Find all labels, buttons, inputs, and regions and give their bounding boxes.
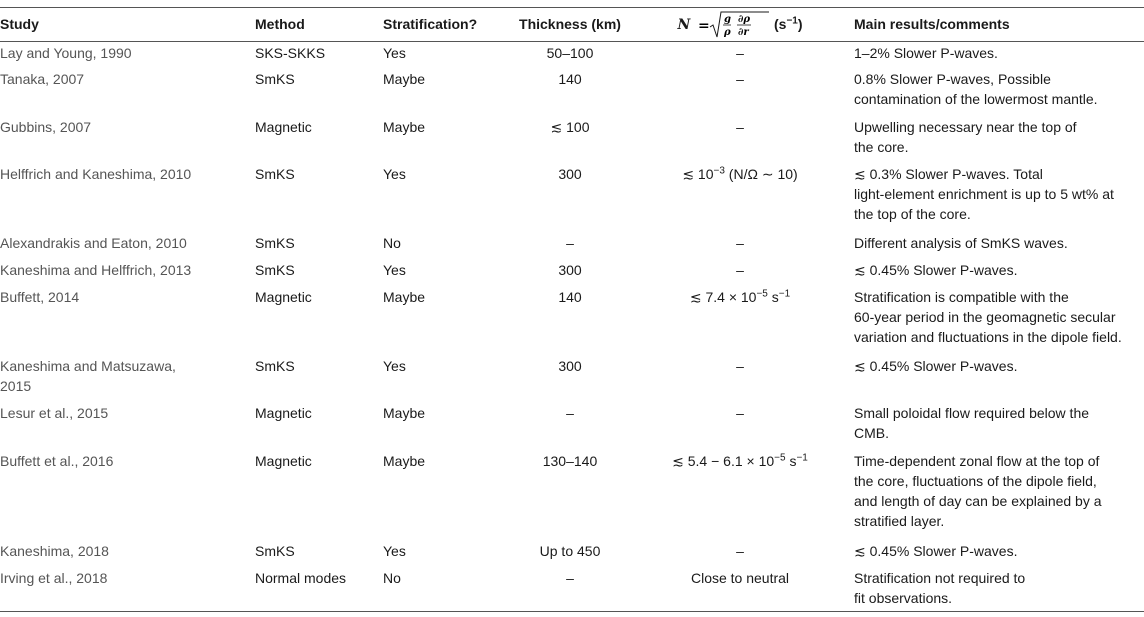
n-value: ≲ 7.4 × 10 bbox=[689, 289, 757, 305]
svg-text:ρ: ρ bbox=[724, 27, 731, 39]
study-line: Kaneshima and Helffrich, 2013 bbox=[0, 262, 192, 278]
study-cell bbox=[0, 451, 245, 471]
study-cell bbox=[0, 69, 245, 89]
main-results-line: ≲ 0.45% Slower P-waves. bbox=[854, 543, 1018, 559]
header-n-close: ) bbox=[797, 16, 803, 32]
table-top-rule bbox=[0, 7, 1144, 8]
table-header-rule bbox=[0, 41, 1144, 42]
study-line: Irving et al., 2018 bbox=[0, 570, 108, 586]
n-value: – bbox=[736, 358, 744, 374]
thickness-cell: 140 bbox=[558, 71, 582, 87]
study-cell bbox=[0, 568, 245, 588]
stratification-cell: Yes bbox=[383, 358, 406, 374]
main-results-cell bbox=[854, 117, 1144, 157]
study-line: Tanaka, 2007 bbox=[0, 71, 85, 87]
n-value: – bbox=[736, 235, 744, 251]
main-results-line: Time-dependent zonal flow at the top of bbox=[854, 453, 1100, 469]
study-cell bbox=[0, 260, 245, 280]
method-cell: Magnetic bbox=[255, 119, 312, 135]
header-thickness: Thickness (km) bbox=[519, 16, 621, 32]
main-results-line: Small poloidal flow required below the bbox=[854, 405, 1090, 421]
main-results-line: 0.8% Slower P-waves, Possible bbox=[854, 71, 1051, 87]
header-n-formula bbox=[696, 10, 770, 40]
study-cell bbox=[0, 287, 245, 307]
main-results-cell bbox=[854, 287, 1144, 347]
thickness-cell: 130–140 bbox=[542, 453, 598, 469]
n-tail: s bbox=[767, 289, 779, 305]
method-cell: SmKS bbox=[255, 262, 295, 278]
main-results-cell bbox=[854, 164, 1144, 224]
header-main-results: Main results/comments bbox=[854, 16, 1010, 32]
stratification-cell: Maybe bbox=[383, 289, 426, 305]
study-cell bbox=[0, 356, 245, 396]
main-results-line: ≲ 0.45% Slower P-waves. bbox=[854, 262, 1018, 278]
main-results-cell bbox=[854, 43, 1144, 63]
stratification-cell: Maybe bbox=[383, 453, 426, 469]
thickness-cell: – bbox=[566, 235, 574, 251]
n-tail: s bbox=[785, 453, 797, 469]
main-results-line: fit observations. bbox=[854, 590, 953, 606]
study-line: Kaneshima, 2018 bbox=[0, 543, 109, 559]
study-line: Buffett et al., 2016 bbox=[0, 453, 114, 469]
study-line: Kaneshima and Matsuzawa, bbox=[0, 358, 176, 374]
method-cell: SmKS bbox=[255, 358, 295, 374]
main-results-cell bbox=[854, 356, 1144, 376]
method-cell: SmKS bbox=[255, 71, 295, 87]
stratification-cell: Yes bbox=[383, 166, 406, 182]
stratification-cell: No bbox=[383, 235, 401, 251]
method-cell: SmKS bbox=[255, 166, 295, 182]
stratification-cell: No bbox=[383, 570, 401, 586]
main-results-line: the core, fluctuations of the dipole field, bbox=[854, 473, 1097, 489]
study-line: Gubbins, 2007 bbox=[0, 119, 92, 135]
method-cell: Magnetic bbox=[255, 405, 312, 421]
thickness-cell: – bbox=[566, 405, 574, 421]
stratification-cell: Yes bbox=[383, 45, 406, 61]
main-results-line: the top of the core. bbox=[854, 206, 971, 222]
main-results-line: CMB. bbox=[854, 425, 889, 441]
stratification-cell: Maybe bbox=[383, 71, 426, 87]
buoyancy-frequency-cell bbox=[640, 69, 840, 89]
study-cell bbox=[0, 43, 245, 63]
header-buoyancy-frequency bbox=[640, 8, 840, 40]
buoyancy-frequency-cell bbox=[640, 403, 840, 423]
buoyancy-frequency-cell bbox=[640, 260, 840, 280]
header-stratification: Stratification? bbox=[383, 16, 478, 32]
buoyancy-frequency-cell bbox=[640, 451, 840, 471]
buoyancy-frequency-cell bbox=[640, 356, 840, 376]
study-cell bbox=[0, 117, 245, 137]
svg-text:∂ρ: ∂ρ bbox=[738, 14, 751, 26]
main-results-line: Upwelling necessary near the top of bbox=[854, 119, 1077, 135]
study-cell bbox=[0, 233, 245, 253]
main-results-line: 60-year period in the geomagnetic secular bbox=[854, 309, 1116, 325]
main-results-line: the core. bbox=[854, 139, 909, 155]
main-results-cell bbox=[854, 233, 1144, 253]
thickness-cell: 300 bbox=[558, 358, 582, 374]
main-results-line: ≲ 0.45% Slower P-waves. bbox=[854, 358, 1018, 374]
main-results-cell bbox=[854, 568, 1144, 608]
main-results-cell bbox=[854, 69, 1144, 109]
thickness-cell: 300 bbox=[558, 262, 582, 278]
header-n-exponent: −1 bbox=[786, 15, 798, 27]
n-exponent: −5 bbox=[774, 452, 786, 464]
thickness-cell: 140 bbox=[558, 289, 582, 305]
thickness-cell: Up to 450 bbox=[539, 543, 601, 559]
stratification-cell: Yes bbox=[383, 262, 406, 278]
table-bottom-rule bbox=[0, 611, 1144, 612]
study-line: Buffett, 2014 bbox=[0, 289, 80, 305]
main-results-line: Different analysis of SmKS waves. bbox=[854, 235, 1068, 251]
buoyancy-frequency-cell bbox=[640, 541, 840, 561]
n-value: – bbox=[736, 405, 744, 421]
study-line: Lay and Young, 1990 bbox=[0, 45, 132, 61]
svg-text:∂r: ∂r bbox=[738, 27, 749, 39]
main-results-line: stratified layer. bbox=[854, 513, 945, 529]
n-value: – bbox=[736, 71, 744, 87]
n-value: – bbox=[736, 262, 744, 278]
buoyancy-frequency-cell bbox=[640, 164, 840, 184]
n-tail: (N/Ω ∼ 10) bbox=[724, 166, 798, 182]
header-n-symbol: N bbox=[677, 17, 691, 33]
study-line: Lesur et al., 2015 bbox=[0, 405, 109, 421]
study-line: Alexandrakis and Eaton, 2010 bbox=[0, 235, 187, 251]
main-results-line: light-element enrichment is up to 5 wt% at bbox=[854, 186, 1114, 202]
study-cell bbox=[0, 541, 245, 561]
header-method: Method bbox=[255, 16, 305, 32]
main-results-cell bbox=[854, 260, 1144, 280]
main-results-line: Stratification not required to bbox=[854, 570, 1026, 586]
n-value: – bbox=[736, 543, 744, 559]
main-results-line: 1–2% Slower P-waves. bbox=[854, 45, 998, 61]
method-cell: SKS-SKKS bbox=[255, 45, 326, 61]
buoyancy-frequency-cell bbox=[640, 568, 840, 588]
study-line: 2015 bbox=[0, 378, 32, 394]
stratification-cell: Maybe bbox=[383, 405, 426, 421]
thickness-cell: 50–100 bbox=[546, 45, 594, 61]
stratification-cell: Yes bbox=[383, 543, 406, 559]
main-results-line: Stratification is compatible with the bbox=[854, 289, 1069, 305]
thickness-cell: ≲ 100 bbox=[550, 119, 590, 135]
method-cell: Normal modes bbox=[255, 570, 347, 586]
n-value: – bbox=[736, 119, 744, 135]
main-results-line: contamination of the lowermost mantle. bbox=[854, 91, 1098, 107]
main-results-line: variation and fluctuations in the dipole field. bbox=[854, 329, 1122, 345]
n-exponent: −3 bbox=[713, 165, 725, 177]
buoyancy-frequency-cell bbox=[640, 43, 840, 63]
thickness-cell: 300 bbox=[558, 166, 582, 182]
n-unit-exponent: −1 bbox=[778, 288, 791, 300]
study-cell bbox=[0, 403, 245, 423]
main-results-cell bbox=[854, 541, 1144, 561]
study-line: Helffrich and Kaneshima, 2010 bbox=[0, 166, 192, 182]
method-cell: Magnetic bbox=[255, 453, 312, 469]
buoyancy-frequency-cell bbox=[640, 287, 840, 307]
header-n-unit: (s bbox=[774, 16, 787, 32]
method-cell: SmKS bbox=[255, 543, 295, 559]
n-value: ≲ 10 bbox=[682, 166, 714, 182]
study-cell bbox=[0, 164, 245, 184]
buoyancy-frequency-cell bbox=[640, 233, 840, 253]
thickness-cell: – bbox=[566, 570, 574, 586]
method-cell: Magnetic bbox=[255, 289, 312, 305]
n-value: – bbox=[736, 45, 744, 61]
svg-text:=: = bbox=[698, 18, 710, 35]
main-results-line: ≲ 0.3% Slower P-waves. Total bbox=[854, 166, 1043, 182]
n-value: ≲ 5.4 − 6.1 × 10 bbox=[672, 453, 775, 469]
n-exponent: −5 bbox=[756, 288, 768, 300]
n-value: Close to neutral bbox=[690, 570, 790, 586]
svg-text:g: g bbox=[724, 14, 732, 26]
n-unit-exponent: −1 bbox=[796, 452, 808, 464]
header-study: Study bbox=[0, 16, 39, 32]
buoyancy-frequency-cell bbox=[640, 117, 840, 137]
main-results-cell bbox=[854, 403, 1144, 443]
stratification-cell: Maybe bbox=[383, 119, 426, 135]
main-results-cell bbox=[854, 451, 1144, 531]
main-results-line: and length of day can be explained by a bbox=[854, 493, 1102, 509]
method-cell: SmKS bbox=[255, 235, 295, 251]
